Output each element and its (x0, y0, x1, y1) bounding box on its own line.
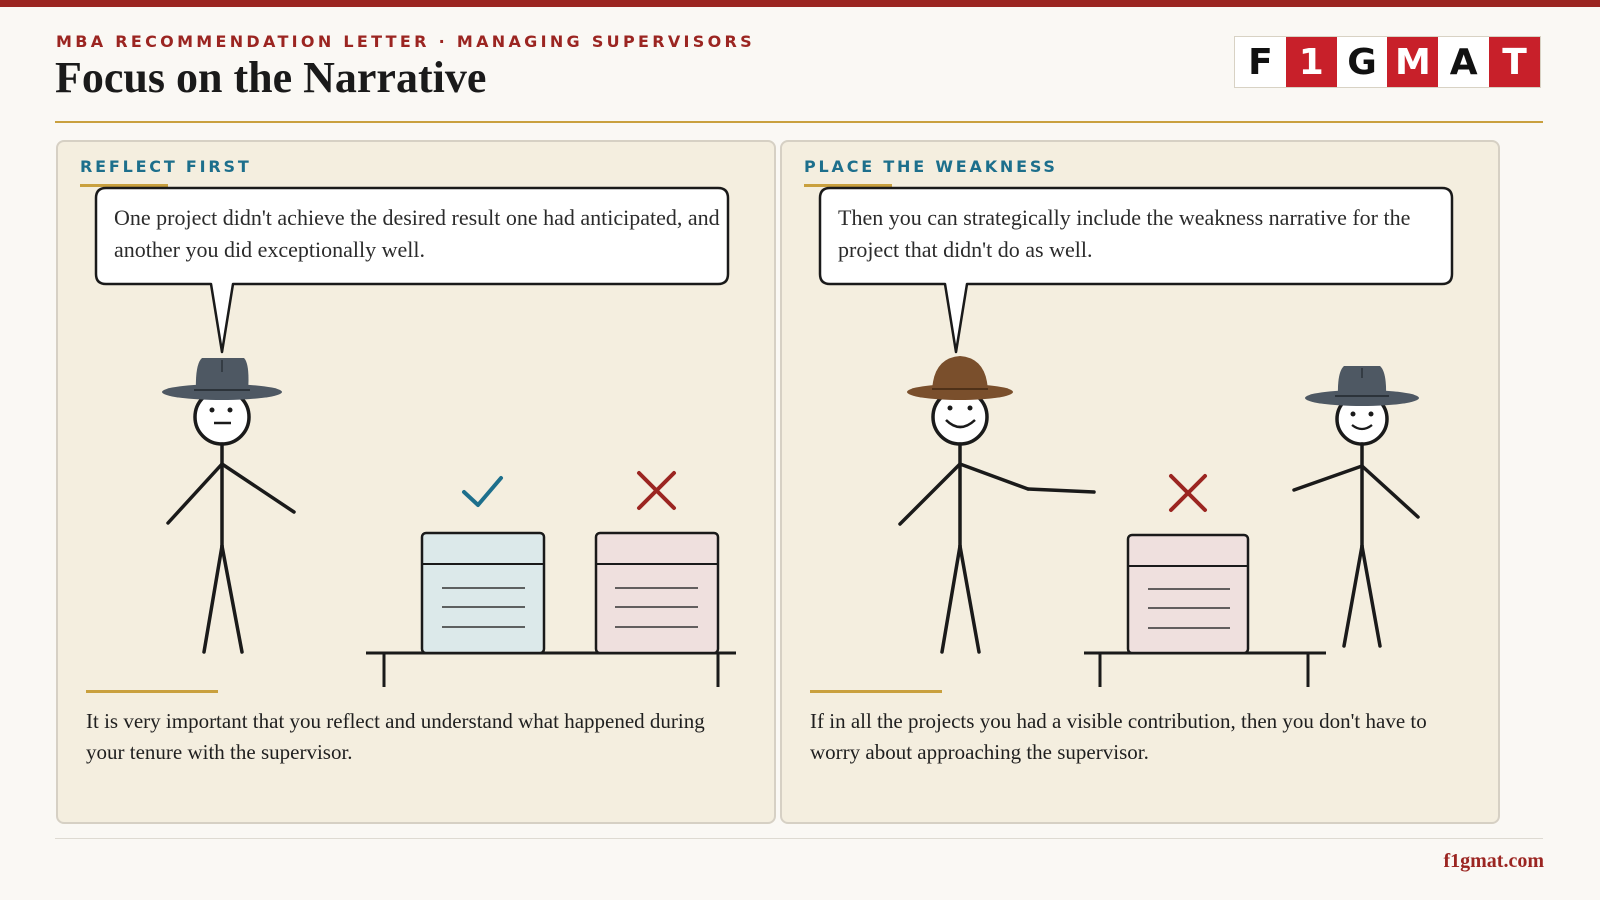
hat-icon (162, 358, 282, 400)
panel-label: REFLECT FIRST (80, 157, 252, 176)
eyebrow-label: MBA RECOMMENDATION LETTER · MANAGING SUPERVISORS (56, 32, 755, 51)
hat-icon (907, 356, 1013, 400)
table (1084, 653, 1326, 687)
header-divider (55, 121, 1543, 123)
stick-figure-icon (900, 390, 1094, 652)
caption-underline (810, 690, 942, 693)
document-icon (422, 533, 544, 653)
footer-divider (55, 838, 1543, 839)
footer-site-link[interactable]: f1gmat.com (1443, 850, 1544, 872)
logo-letter: M (1387, 37, 1438, 87)
caption-underline (86, 690, 218, 693)
panel-place-the-weakness (780, 140, 1500, 824)
f1gmat-logo (1234, 36, 1541, 88)
speech-bubble-text: One project didn't achieve the desired result one had anticipated, and another you did exceptionally well. (114, 205, 720, 262)
logo-letter: F (1235, 37, 1286, 87)
page-title: Focus on the Narrative (55, 53, 487, 102)
check-icon (464, 478, 501, 505)
speech-bubble-text: Then you can strategically include the weakness narrative for the project that didn't do as well. (838, 205, 1411, 262)
logo-letter: 1 (1286, 37, 1337, 87)
document-icon (596, 533, 718, 653)
cross-icon (1171, 476, 1205, 510)
panel-reflect-first (56, 140, 776, 824)
hat-icon (1305, 366, 1419, 406)
logo-letter: G (1337, 37, 1388, 87)
cross-icon (639, 473, 674, 508)
stick-figure-icon (168, 390, 294, 652)
top-accent-bar (0, 0, 1600, 7)
logo-letter: T (1489, 37, 1540, 87)
stick-figure-icon (1294, 394, 1418, 646)
panel-label: PLACE THE WEAKNESS (804, 157, 1058, 176)
logo-letter: A (1438, 37, 1489, 87)
panel-caption: If in all the projects you had a visible contribution, then you don't have to worry about approaching the supervisor. (810, 709, 1427, 764)
document-icon (1128, 535, 1248, 653)
table (366, 653, 736, 687)
panel-caption: It is very important that you reflect and understand what happened during your tenure with the supervisor. (86, 709, 705, 764)
